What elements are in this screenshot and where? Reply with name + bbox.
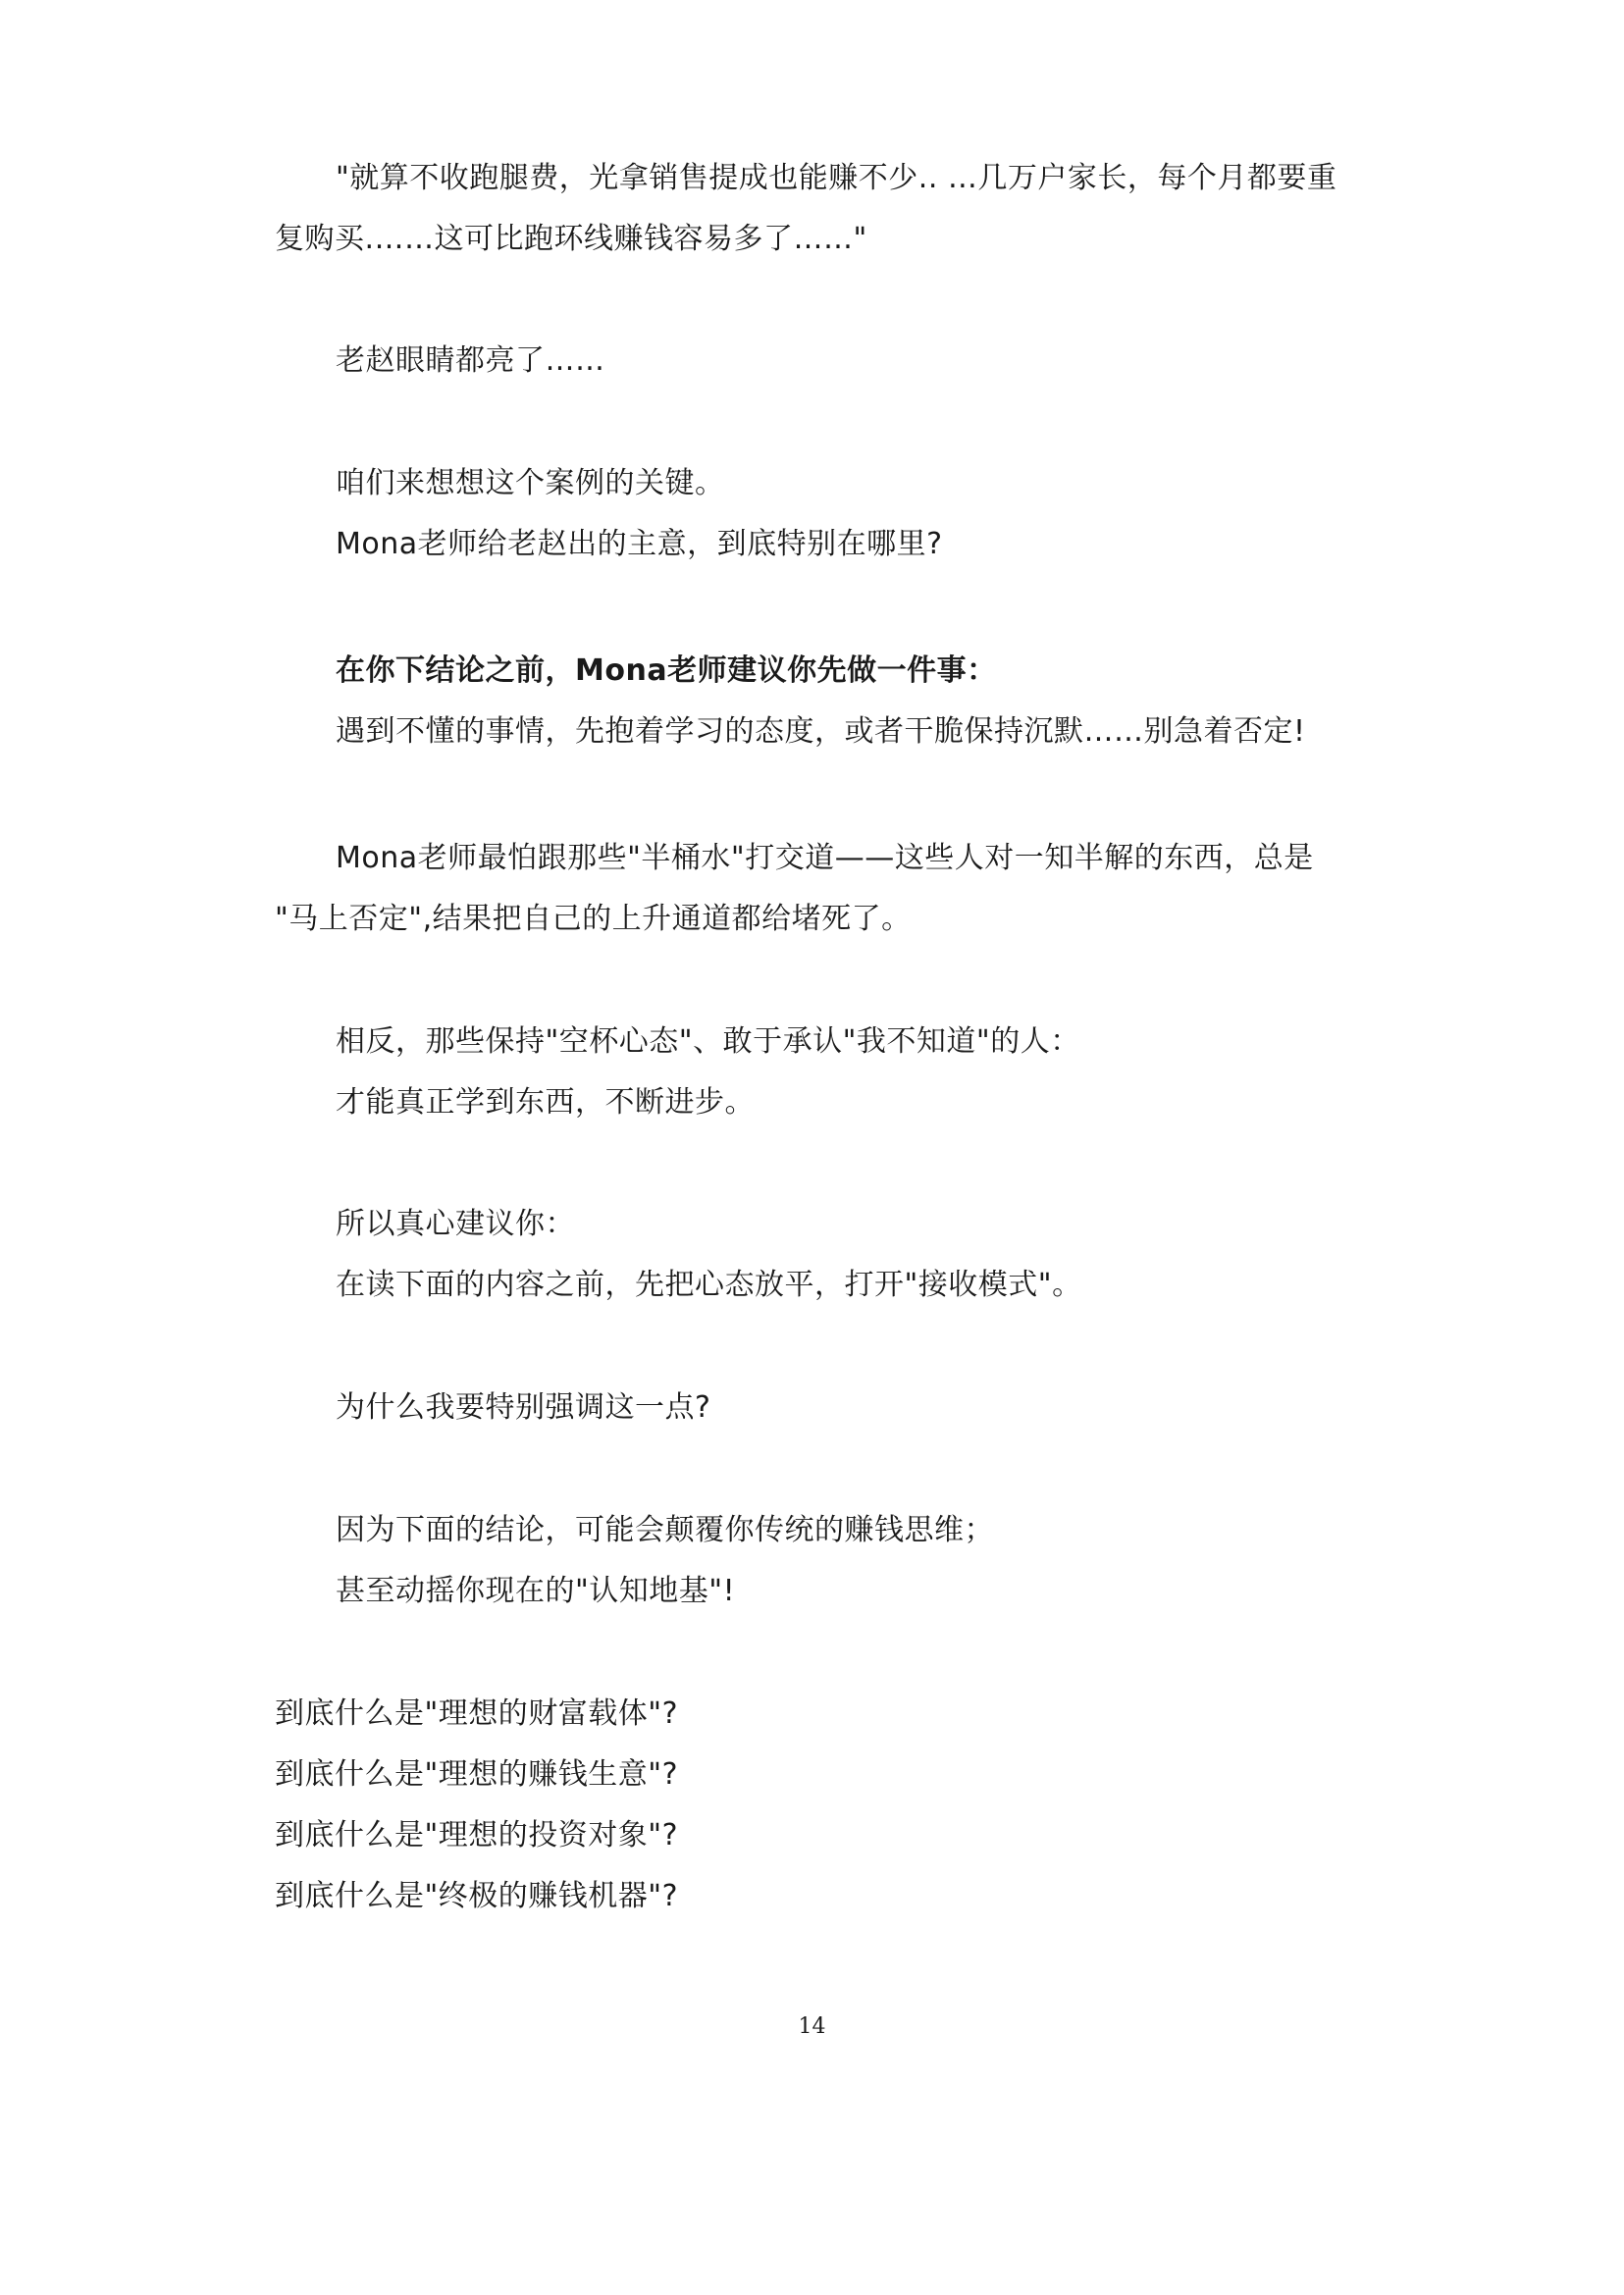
paragraph-line: Mona老师给老赵出的主意，到底特别在哪里? (336, 527, 943, 561)
paragraph-line: 甚至动摇你现在的"认知地基"! (336, 1574, 736, 1608)
paragraph-line: Mona老师最怕跟那些"半桶水"打交道——这些人对一知半解的东西，总是 (336, 841, 1314, 875)
paragraph-line: 遇到不懂的事情，先抱着学习的态度，或者干脆保持沉默……别急着否定! (336, 714, 1306, 749)
paragraph-line: 所以真心建议你： (336, 1207, 575, 1241)
paragraph-line: "就算不收跑腿费，光拿销售提成也能赚不少.. …几万户家长，每个月都要重 (336, 161, 1337, 195)
paragraph-line: 因为下面的结论，可能会颠覆你传统的赚钱思维； (336, 1513, 994, 1547)
paragraph-line: 才能真正学到东西，不断进步。 (336, 1085, 755, 1120)
paragraph-line: 复购买.……这可比跑环线赚钱容易多了……" (275, 222, 867, 256)
page-number: 14 (798, 2014, 826, 2039)
paragraph-line: 老赵眼睛都亮了…… (336, 343, 605, 378)
emphasis-line: 在你下结论之前，Mona老师建议你先做一件事： (336, 653, 997, 688)
question-line: 到底什么是"理想的赚钱生意"? (275, 1757, 679, 1792)
paragraph-line: 为什么我要特别强调这一点? (336, 1390, 711, 1425)
paragraph-line: 在读下面的内容之前，先把心态放平，打开"接收模式"。 (336, 1268, 1082, 1302)
question-line: 到底什么是"终极的赚钱机器"? (275, 1879, 679, 1913)
paragraph-line: 咱们来想想这个案例的关键。 (336, 466, 725, 500)
question-line: 到底什么是"理想的财富载体"? (275, 1696, 679, 1731)
question-line: 到底什么是"理想的投资对象"? (275, 1818, 679, 1852)
paragraph-line: "马上否定",结果把自己的上升通道都给堵死了。 (275, 902, 912, 936)
paragraph-line: 相反，那些保持"空杯心态"、敢于承认"我不知道"的人： (336, 1024, 1080, 1059)
